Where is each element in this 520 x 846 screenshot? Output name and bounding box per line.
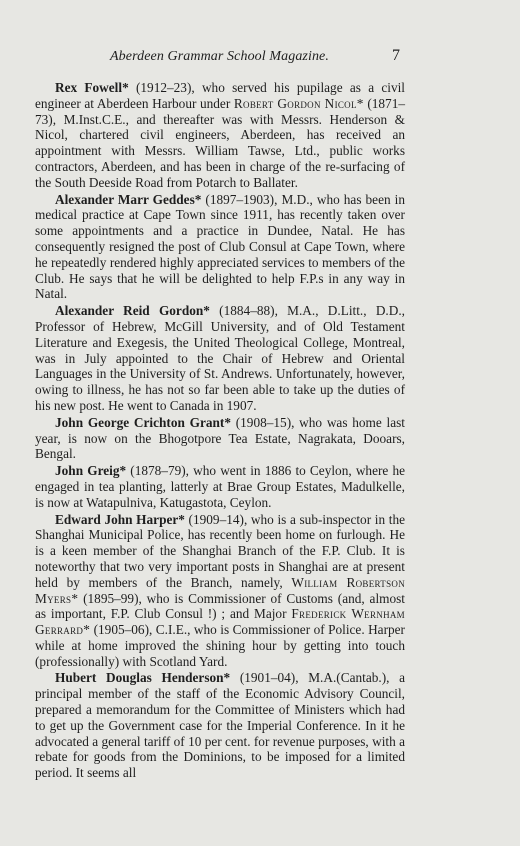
entry-alexander-marr-geddes bbox=[35, 192, 405, 303]
entry-name: Hubert Douglas Henderson* bbox=[55, 670, 231, 686]
entry-small-caps-name: Frederick Wernham Gerrard* bbox=[35, 606, 405, 638]
entry-text: (1912–23), who served his pupilage as a civil engineer at Aberdeen Harbour under bbox=[35, 80, 405, 111]
entry-name: Alexander Reid Gordon* bbox=[55, 303, 210, 319]
entry-edward-john-harper bbox=[35, 512, 405, 670]
entry-name: Edward John Harper* bbox=[55, 511, 185, 527]
entry-small-caps-name: William Robertson Myers* bbox=[35, 574, 405, 606]
running-title: Aberdeen Grammar School Magazine. bbox=[110, 49, 329, 64]
entry-rex-fowell bbox=[35, 80, 405, 191]
entry-hubert-douglas-henderson bbox=[35, 670, 405, 781]
article-body bbox=[35, 80, 405, 782]
entry-alexander-reid-gordon bbox=[35, 303, 405, 414]
entry-text: (1909–14), who is a sub-inspector in the Shanghai Municipal Police, has recently been home on furlough. He is a keen member of the Shanghai Branch of the F.P. Club. It is noteworthy that two very important posts in Shanghai are at present held by members of the Branch, namely, bbox=[35, 511, 405, 590]
entry-text: (1884–88), M.A., D.Litt., D.D., Professor of Hebrew, McGill University, and of Old Testament Literature and Exegesis, the United Theological College, Montreal, was in July appointed to the Chair of Hebrew and Oriental Languages in the University of St. Andrews. Unfortunately, however, owing to illness, he has not so far been able to take up the duties of his new post. He went to Canada in 1907. bbox=[35, 303, 405, 413]
entry-text: (1897–1903), M.D., who has been in medical practice at Cape Town since 1911, has recently taken over some appointments and a practice in Dundee, Natal. He has consequently resigned the post of Club Consul at Cape Town, where he repeatedly rendered highly appreciated services to members of the Club. He says that he will be delighted to help F.P.s in any way in Natal. bbox=[35, 191, 405, 302]
entry-john-greig bbox=[35, 463, 405, 510]
page-header bbox=[0, 47, 520, 69]
entry-text: (1895–99), who is Commissioner of Customs (and, almost as important, F.P. Club Consul !) ; and Major bbox=[35, 590, 405, 622]
page-number: 7 bbox=[392, 47, 400, 64]
entry-name: Alexander Marr Geddes* bbox=[55, 191, 202, 207]
entry-name: Rex Fowell* bbox=[55, 80, 129, 95]
entry-name: John George Crichton Grant* bbox=[55, 414, 231, 430]
entry-small-caps-name: Robert Gordon Nicol* bbox=[233, 95, 364, 111]
entry-john-george-crichton-grant bbox=[35, 415, 405, 462]
entry-text: (1901–04), M.A.(Cantab.), a principal member of the staff of the Economic Advisory Council, prepared a memorandum for the Committee of Ministers which had to get up the Government case for the Imperial Conference. In it he advocated a general tariff of 10 per cent. for revenue purposes, with a rebate for goods from the Dominions, to be imposed for a limited period. It seems all bbox=[35, 670, 405, 781]
entry-text: (1908–15), who was home last year, is now on the Bhogotpore Tea Estate, Nagrakata, Dooars, Bengal. bbox=[35, 414, 405, 462]
entry-name: John Greig* bbox=[55, 463, 127, 479]
entry-text: (1871–73), M.Inst.C.E., and thereafter was with Messrs. Henderson & Nicol, chartered civil engineers, Aberdeen, has received an appointment with Messrs. William Tawse, Ltd., public works contractors, Aberdeen, and has been in charge of the re-surfacing of the South Deeside Road from Potarch to Ballater. bbox=[35, 95, 405, 190]
entry-text: (1905–06), C.I.E., who is Commissioner of Police. Harper while at home improved the shining hour by getting into touch (professionally) with Scotland Yard. bbox=[35, 622, 405, 669]
entry-text: (1878–79), who went in 1886 to Ceylon, where he engaged in tea planting, latterly at Brae Group Estates, Madulkelle, is now at Watapulniva, Katugastota, Ceylon. bbox=[35, 463, 405, 510]
